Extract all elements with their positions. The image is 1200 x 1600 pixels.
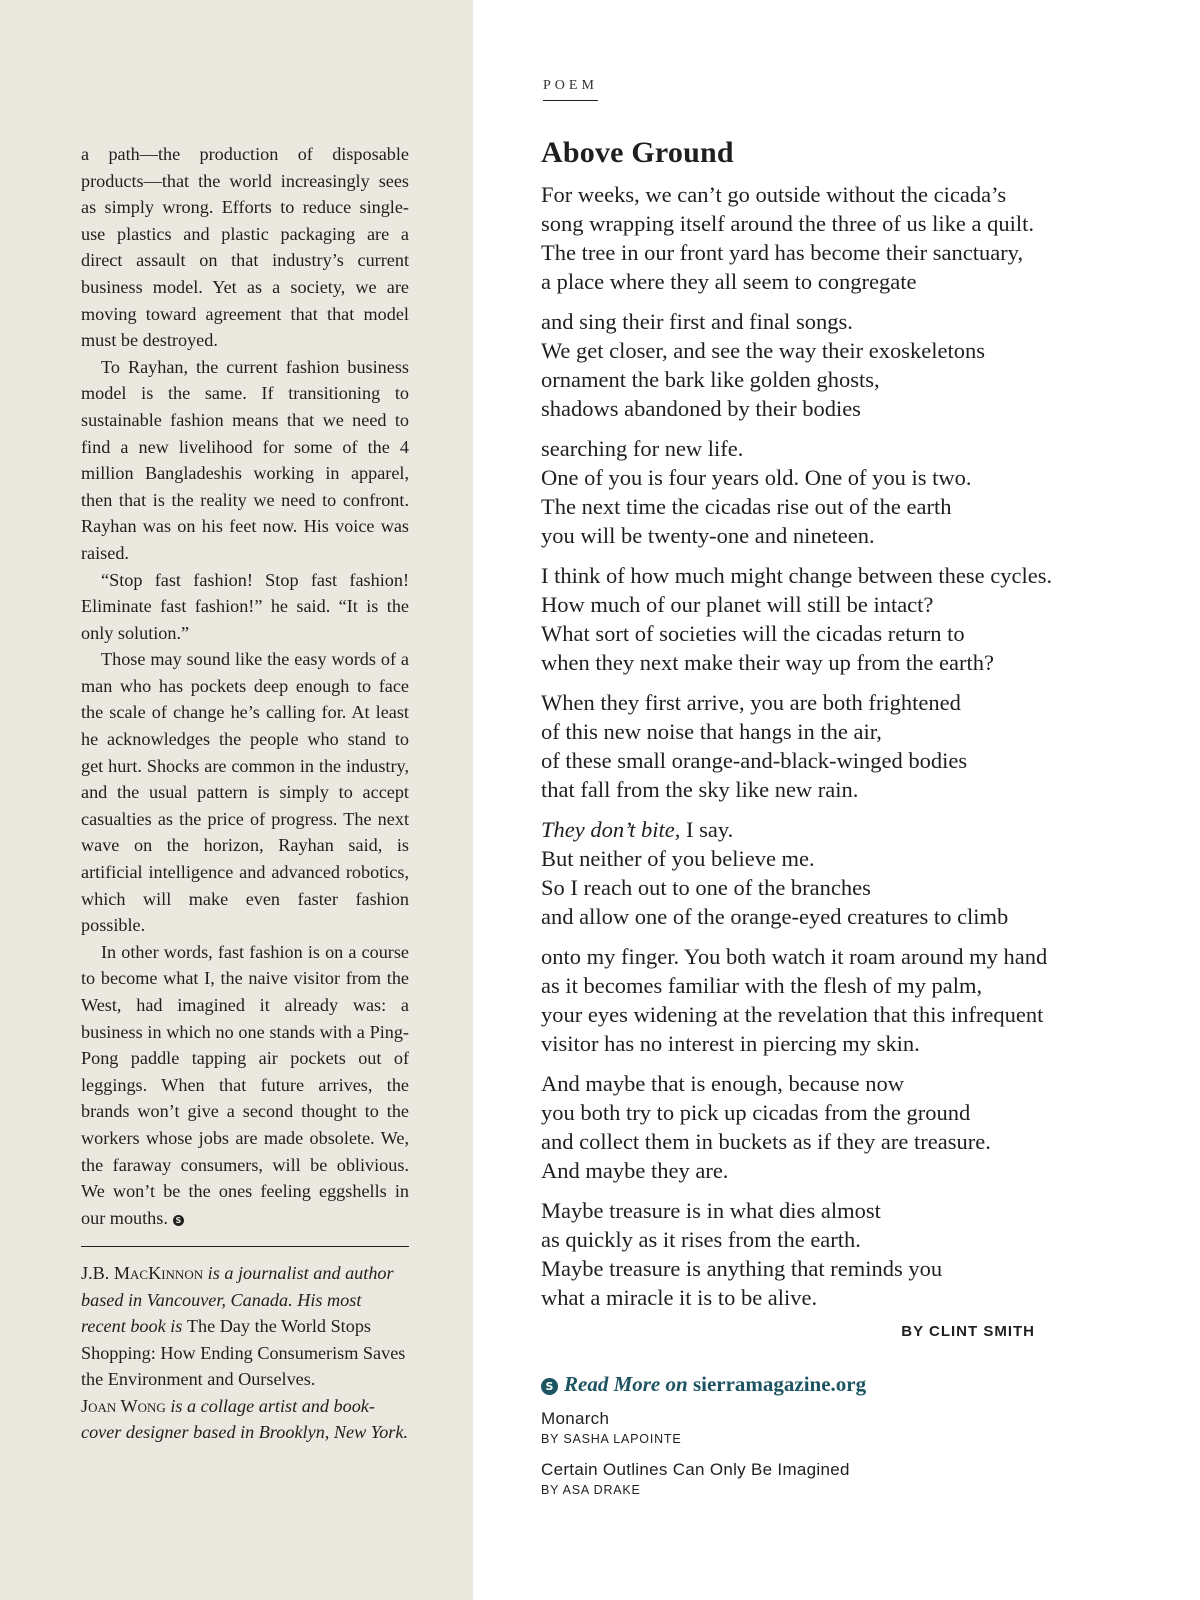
poem-line: and allow one of the orange-eyed creatures to climb	[541, 904, 1009, 929]
stanza	[541, 307, 1101, 423]
poem-line: as quickly as it rises from the earth.	[541, 1227, 861, 1252]
poem-title: Above Ground	[541, 136, 734, 169]
poem-line: Maybe treasure is in what dies almost	[541, 1198, 881, 1223]
stanza	[541, 688, 1101, 804]
poem-line: as it becomes familiar with the flesh of my palm,	[541, 973, 983, 998]
artist-name: Joan Wong	[81, 1395, 166, 1416]
bio-author: J.B. MacKinnon is a journalist and author based in Vancouver, Canada. His most recent book is The Day the World Stops Shopping: How Ending Consumerism Saves the Environment and Ourselves.	[81, 1263, 406, 1389]
poem-line: But neither of you believe me.	[541, 846, 815, 871]
contributor-bios	[81, 1260, 409, 1446]
poem-line: visitor has no interest in piercing my skin.	[541, 1031, 920, 1056]
poem-line: and sing their first and final songs.	[541, 309, 853, 334]
stanza	[541, 1196, 1101, 1312]
stanza	[541, 942, 1101, 1058]
poem-line: your eyes widening at the revelation that this infrequent	[541, 1002, 1044, 1027]
poem-line: And maybe that is enough, because now	[541, 1071, 905, 1096]
poem-line: And maybe they are.	[541, 1158, 729, 1183]
read-more-prefix: Read More on	[564, 1372, 693, 1396]
divider	[81, 1246, 409, 1247]
article-paragraph: a path—the production of disposable products—that the world increasingly sees as simply wrong. Efforts to reduce single-use plastics and plastic packaging are a direct assault on that industry’s current business model. Yet as a society, we are moving toward agreement that that model must be destroyed.	[81, 144, 409, 351]
poem-line: When they first arrive, you are both frightened	[541, 690, 961, 715]
stanza	[541, 815, 1101, 931]
poem-line: One of you is four years old. One of you is two.	[541, 465, 972, 490]
poem-line: onto my finger. You both watch it roam around my hand	[541, 944, 1048, 969]
poem-line: I think of how much might change between these cycles.	[541, 563, 1053, 588]
poem-line: The tree in our front yard has become their sanctuary,	[541, 240, 1024, 265]
poem-line: What sort of societies will the cicadas return to	[541, 621, 965, 646]
book-title: The Day the World Stops Shopping: How Ending Consumerism Saves the Environment and Ourselves.	[81, 1316, 406, 1389]
article-paragraph: Those may sound like the easy words of a man who has pockets deep enough to face the scale of change he’s calling for. At least he acknowledges the people who stand to get hurt. Shocks are common in the industry, and the usual pattern is simply to accept casualties as the price of progress. The next wave on the horizon, Rayhan said, is artificial intelligence and advanced robotics, which will make even faster fashion possible.	[81, 649, 409, 936]
poem-line: that fall from the sky like new rain.	[541, 777, 859, 802]
article-paragraph-text: In other words, fast fashion is on a course to become what I, the naive visitor from the West, had imagined it already was: a business in which no one stands with a Ping-Pong paddle tapping air pockets out of leggings. When that future arrives, the brands won’t give a second thought to the workers whose jobs are made obsolete. We, the faraway consumers, will be oblivious. We won’t be the ones feeling eggshells in our mouths.	[81, 941, 409, 1228]
article-paragraph: “Stop fast fashion! Stop fast fashion! Eliminate fast fashion!” he said. “It is the only solution.”	[81, 569, 409, 643]
poem-line: The next time the cicadas rise out of the earth	[541, 494, 952, 519]
poem-line: We get closer, and see the way their exoskeletons	[541, 338, 986, 363]
poem-line: of this new noise that hangs in the air,	[541, 719, 882, 744]
sierra-logo-icon: S	[541, 1378, 558, 1395]
poem-line: Maybe treasure is anything that reminds you	[541, 1256, 943, 1281]
stanza	[541, 1069, 1101, 1185]
poem-line: and collect them in buckets as if they are treasure.	[541, 1129, 991, 1154]
poem-line: shadows abandoned by their bodies	[541, 396, 861, 421]
article-paragraph-last	[81, 939, 409, 1232]
italic-phrase: They don’t bite,	[541, 817, 681, 842]
bio-artist: Joan Wong is a collage artist and book-cover designer based in Brooklyn, New York.	[81, 1395, 408, 1442]
article-body	[81, 141, 409, 1231]
stanza	[541, 180, 1101, 296]
poem-line: song wrapping itself around the three of us like a quilt.	[541, 211, 1035, 236]
poem-line: So I reach out to one of the branches	[541, 875, 871, 900]
poem-line: a place where they all seem to congregate	[541, 269, 917, 294]
related-byline: BY ASA DRAKE	[541, 1483, 641, 1497]
end-mark-icon: S	[173, 1215, 184, 1226]
poem-line: searching for new life.	[541, 436, 744, 461]
poem-line: when they next make their way up from the earth?	[541, 650, 994, 675]
poem-line: How much of our planet will still be intact?	[541, 592, 934, 617]
read-more-link[interactable]	[541, 1372, 866, 1397]
poem-line: of these small orange-and-black-winged bodies	[541, 748, 968, 773]
poem-line: what a miracle it is to be alive.	[541, 1285, 818, 1310]
poem-line: you will be twenty-one and nineteen.	[541, 523, 875, 548]
read-more-url: sierramagazine.org	[692, 1372, 867, 1396]
poem-line: For weeks, we can’t go outside without the cicada’s	[541, 182, 1007, 207]
poem-byline: BY CLINT SMITH	[901, 1323, 1035, 1340]
section-label: POEM	[543, 78, 598, 101]
poem-line: ornament the bark like golden ghosts,	[541, 367, 880, 392]
related-link-certain-outlines[interactable]: Certain Outlines Can Only Be Imagined	[541, 1460, 850, 1479]
stanza	[541, 434, 1101, 550]
stanza	[541, 561, 1101, 677]
related-byline: BY SASHA LAPOINTE	[541, 1432, 682, 1446]
article-paragraph: To Rayhan, the current fashion business model is the same. If transitioning to sustainable fashion means that we need to find a new livelihood for some of the 4 million Bangladeshis working in apparel, then that is the reality we need to confront. Rayhan was on his feet now. His voice was raised.	[81, 356, 409, 563]
poem-line: They don’t bite, I say.	[541, 817, 734, 842]
poem-line: you both try to pick up cicadas from the ground	[541, 1100, 971, 1125]
poem-body	[541, 180, 1101, 1323]
related-link-monarch[interactable]: Monarch	[541, 1409, 610, 1428]
author-name: J.B. MacKinnon	[81, 1263, 204, 1283]
